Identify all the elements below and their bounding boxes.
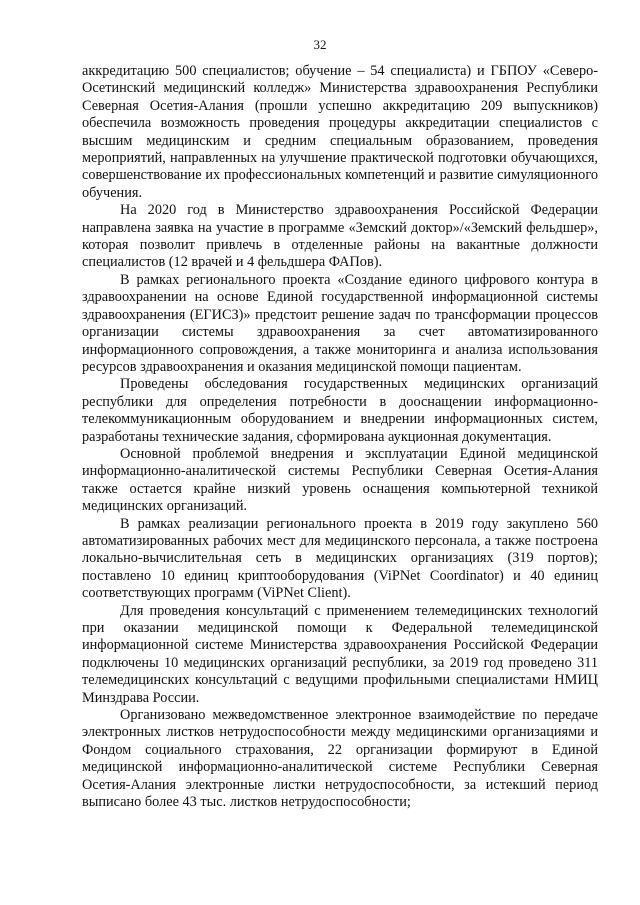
paragraph-surveys: Проведены обследования государственных медицинских организаций республики для определения потребности в дооснащении информационно-телекоммуникационным оборудованием и внедрении информационных систем, разработаны технические задания, сформирована аукционная документация. [82, 376, 598, 445]
paragraph-main-problem: Основной проблемой внедрения и эксплуатации Единой медицинской информационно-аналитической системы Республики Северная Осетия-Алания также остается крайне низкий уровень оснащения компьютерной техникой медицинских организаций. [82, 445, 598, 515]
paragraph-egisz-project: В рамках регионального проекта «Создание единого цифрового контура в здравоохранении на основе Единой государственной информационной системы здравоохранения (ЕГИСЗ)» предстоит решение задач по трансформации процессов организации системы здравоохранения за счет автоматизированного информационного сопровождения, а также мониторинга и анализа использования ресурсов здравоохранения и оказания медицинской помощи пациентам. [82, 271, 598, 375]
paragraph-zemsky-doctor: На 2020 год в Министерство здравоохранения Российской Федерации направлена заявка на участие в программе «Земский доктор»/«Земский фельдшер», которая позволит привлечь в отделенные районы на вакантные должности специалистов (12 врачей и 4 фельдшера ФАПов). [82, 202, 598, 271]
paragraph-telemedicine: Для проведения консультаций с применением телемедицинских технологий при оказании медицинской помощи к Федеральной телемедицинской информационной системе Министерства здравоохранения Российской Федерации подключены 10 медицинских организаций республики, за 2019 год проведено 311 телемедицинских консультаций с ведущими профильными специалистами НМИЦ Минздрава России. [82, 602, 598, 706]
document-body [82, 63, 598, 811]
page-number: 32 [313, 37, 327, 52]
paragraph-sick-leave: Организовано межведомственное электронное взаимодействие по передаче электронных листков нетрудоспособности между медицинскими организациями и Фондом социального страхования, 22 организации формируют в Единой медицинской информационно-аналитической системе Республики Северная Осетия-Алания электронные листки нетрудоспособности, за истекший период выписано более 43 тыс. листков нетрудоспособности; [82, 707, 598, 811]
paragraph-continuation: аккредитацию 500 специалистов; обучение – 54 специалиста) и ГБПОУ «Северо-Осетинский медицинский колледж» Министерства здравоохранения Республики Северная Осетия-Алания (прошли успешно аккредитацию 209 выпускников) обеспечила возможность проведения процедуры аккредитации специалистов с высшим медицинским и средним специальным образованием, проведения мероприятий, направленных на улучшение практической подготовки обучающихся, совершенствование их профессиональных компетенций и развитие симуляционного обучения. [82, 63, 598, 201]
paragraph-workstations: В рамках реализации регионального проекта в 2019 году закуплено 560 автоматизированных рабочих мест для медицинского персонала, а также построена локально-вычислительная сеть в медицинских организациях (319 портов); поставлено 10 единиц криптооборудования (ViPNet Coordinator) и 40 единиц соответствующих программ (ViPNet Client). [82, 515, 598, 602]
